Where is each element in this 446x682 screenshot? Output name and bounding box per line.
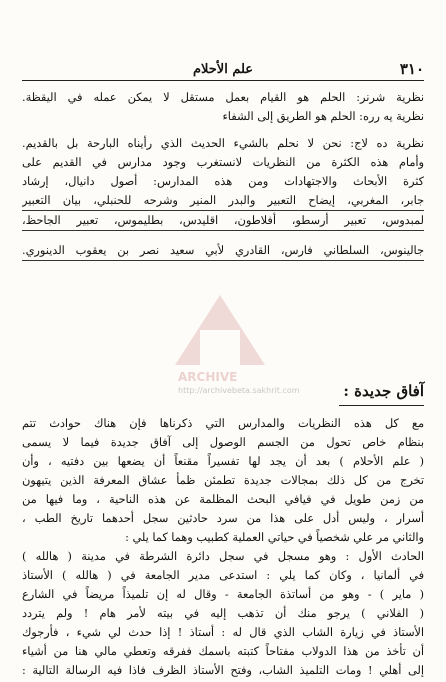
text-line: أسرار ، وليس أدل على هذا من سرد حادثين سجل أحدهما تاريخ الطب ، bbox=[22, 512, 424, 525]
text-line: الحادث الأول : وهو مسجل في سجل دائرة الشرطة في مدينة ( هالله ) bbox=[22, 550, 424, 563]
text-line: مع كل هذه النظريات والمدارس التي ذكرناها فإن هناك حوادث تتم bbox=[22, 417, 424, 430]
theories-block bbox=[22, 88, 424, 261]
text-line: من زمن طويل في فيافي البحث المظلمة عن هذه الناحية ، وما فيها من bbox=[22, 493, 424, 506]
text-line: والثاني مر علي شخصياً في حياتي العملية كطبيب وهما كما يلي : bbox=[125, 531, 424, 544]
text-line: نظرية ده لاج: نحن لا نحلم بالشيء الحديث الذي رأيناه البارحة بل بالقديم. bbox=[22, 137, 424, 150]
text-line: بنظام خاص تحول من الجسم الوصول إلى آفاق جديدة فيما لا يسمى bbox=[22, 436, 424, 449]
text-line: كثرة الأبحاث والاجتهادات ومن هذه المدارس: أصول دانيال، إرشاد bbox=[22, 175, 424, 188]
body-block bbox=[22, 414, 424, 680]
text-line: في ألمانيا ، وكان كما يلي : استدعى مدير الجامعة في ( هالله ) الأستاذ bbox=[22, 569, 424, 582]
text-line: إلى أهلي ! ومات التلميذ الشاب، وفتح الأستاذ الظرف فاذا فيه الرسالة التالية : bbox=[22, 664, 424, 677]
text-line: نظرية يه رره: الحلم هو الطريق إلى الشفاء bbox=[222, 110, 424, 123]
text-line: لمبدوس، تعبير أرسطو، أفلاطون، اقليدس، بطليموس، تعبير الجاحظ، bbox=[22, 211, 424, 231]
text-line: الأستاذ في زيارة الشاب الذي قال له : أستاذ ! إذا حدث لي شيء ، فأرجوك bbox=[22, 626, 424, 639]
heading-divider bbox=[339, 405, 424, 406]
watermark-url: http://archivebeta.sakhrit.com bbox=[178, 386, 300, 395]
archive-logo-icon bbox=[165, 285, 275, 375]
text-line: جابر، المغربي، إيضاح التعبير والبدر المنير وشرحه للحنبلي، بيان التعبير bbox=[22, 191, 424, 211]
text-line: ( ماير ) - وهو من أساتذة الجامعة - وقال له إن تلميذاً مريضاً في الشارع bbox=[22, 588, 424, 601]
text-line: أن تأخذ من هذا الدولاب مفتاحاً كتبته باسمك ففرقه وتعطي مالي هنا من أشياء bbox=[22, 645, 424, 658]
text-line: تخرج من كل ذلك بمجالات جديدة تطمئن ظمأ عشاق المعرفة الذين يتيهون bbox=[22, 474, 424, 487]
page-header bbox=[22, 58, 424, 81]
running-head: علم الأحلام bbox=[192, 61, 254, 77]
watermark-brand: ARCHIVE bbox=[178, 370, 238, 384]
page-number: ٣١٠ bbox=[399, 60, 424, 78]
text-line: جالينوس، السلطاني فارس، القادري لأبي سعيد نصر بن يعقوب الدينوري. bbox=[22, 241, 424, 261]
text-line: نظرية شرنر: الحلم هو القيام بعمل مستقل لا يمكن عمله في اليقظة. bbox=[22, 91, 424, 104]
section-heading: آفاق جديدة : bbox=[343, 382, 424, 400]
text-line: ( الفلاني ) يرجو منك أن تذهب إليه في بيته لأمر هام ! ولم يتردد bbox=[22, 607, 424, 620]
text-line: وأمام هذه الكثرة من النظريات لانستغرب وجود مدارس في القديم على bbox=[22, 156, 424, 169]
text-line: ( علم الأحلام ) بعد أن يجد لها تفسيراً مقنعاً أن يضعها بين دفتيه ، وأن bbox=[22, 455, 424, 468]
